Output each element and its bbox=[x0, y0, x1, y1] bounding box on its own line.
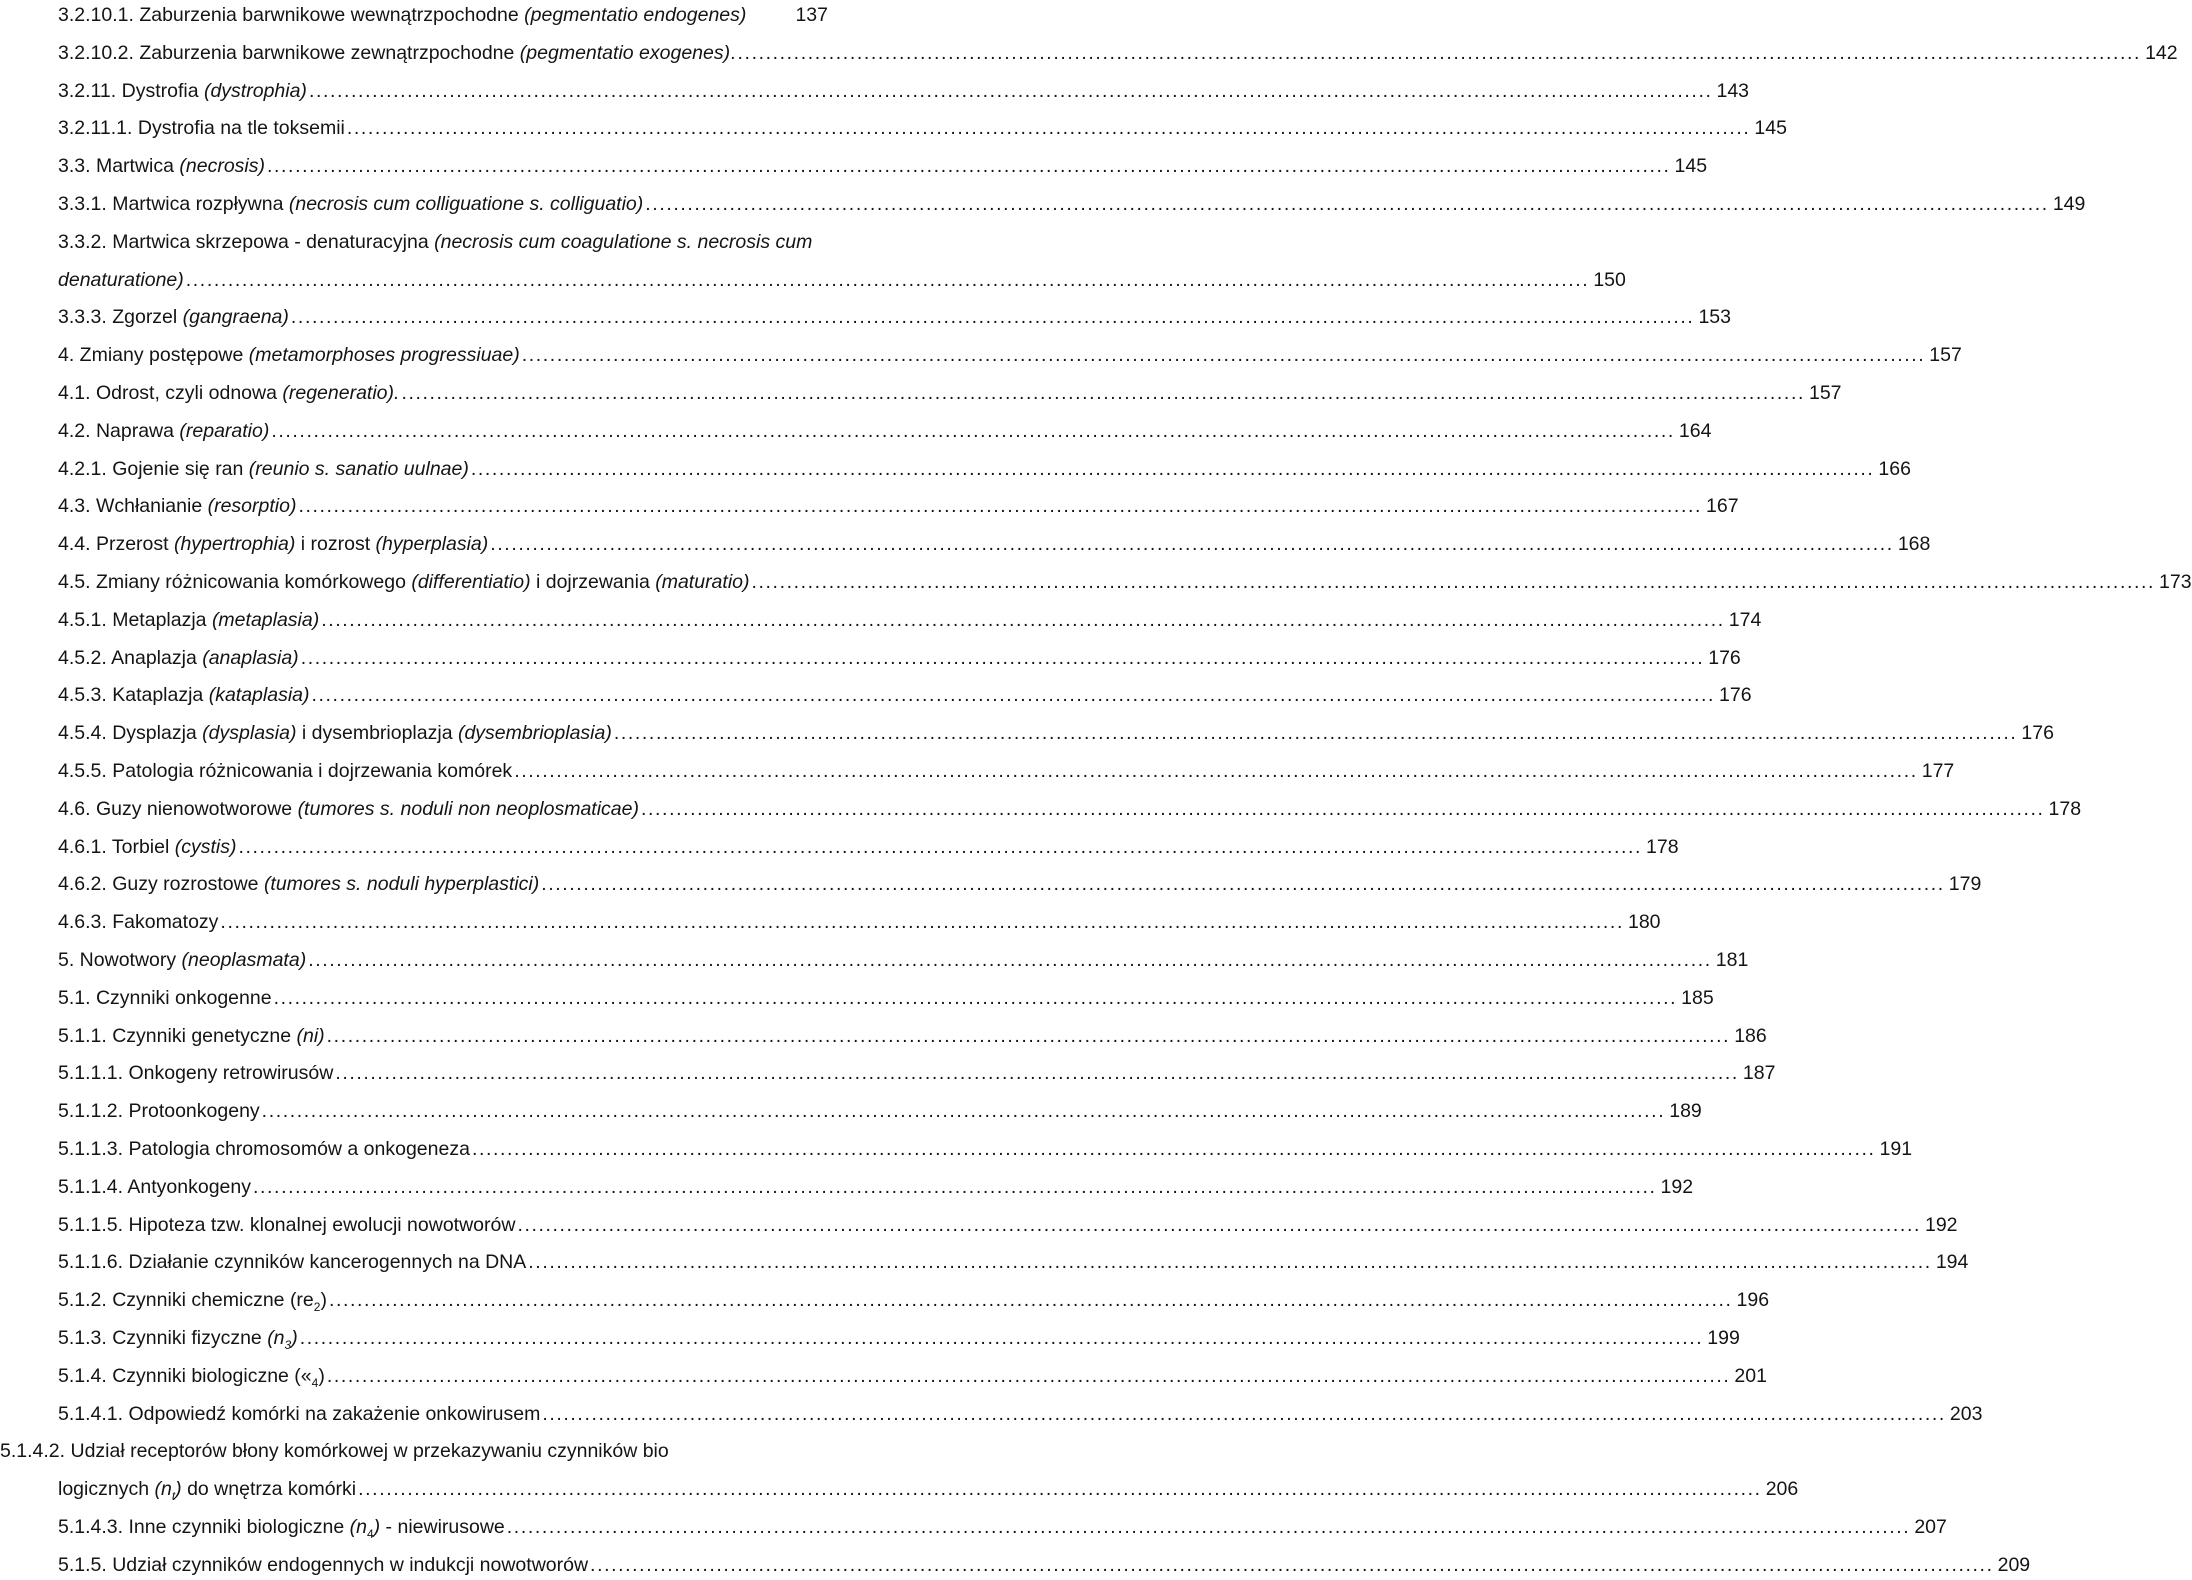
toc-entry bbox=[58, 1323, 1740, 1353]
toc-entry-title bbox=[58, 1285, 327, 1315]
title-segment: Protoonkogeny bbox=[123, 1100, 260, 1123]
page-number: 176 bbox=[2021, 722, 2054, 745]
page-number: 181 bbox=[1715, 949, 1749, 971]
section-number: 3.2.11. bbox=[58, 79, 117, 102]
title-segment: (necrosis cum colliguatione s. colliguatio) bbox=[288, 193, 644, 215]
page-number: 168 bbox=[1897, 533, 1931, 556]
title-segment: 3 bbox=[284, 1337, 292, 1352]
dot-leader: ........................................................................................................................................................................................................ bbox=[311, 684, 1716, 707]
toc-entry-title bbox=[58, 869, 539, 899]
page-number: 173 bbox=[2159, 571, 2192, 593]
dot-leader: ........................................................................................................................................................................................................ bbox=[401, 382, 1805, 404]
title-segment: ) bbox=[320, 1289, 327, 1312]
section-number: 5.1.1.2. bbox=[58, 1100, 124, 1123]
section-number: 4.5.5. bbox=[58, 760, 107, 782]
page-number: 192 bbox=[1660, 1175, 1694, 1198]
dot-leader: ........................................................................................................................................................................................................ bbox=[521, 344, 1926, 367]
section-number: 3.3.1. bbox=[58, 193, 107, 215]
title-segment: (necrosis) bbox=[179, 155, 265, 178]
toc-entry bbox=[58, 1474, 1799, 1504]
toc-entry-title bbox=[58, 1134, 470, 1164]
title-segment: Gojenie się ran bbox=[106, 457, 249, 480]
page-number: 201 bbox=[1734, 1364, 1767, 1387]
page-number: 186 bbox=[1734, 1024, 1767, 1047]
page-number: 157 bbox=[1808, 382, 1842, 404]
page-number: 192 bbox=[1924, 1213, 1958, 1236]
dot-leader: ........................................................................................................................................................................................................ bbox=[346, 117, 1751, 140]
page-number: 176 bbox=[1719, 684, 1752, 707]
title-segment: Zmiany różnicowania komórkowego bbox=[90, 571, 412, 593]
toc-entry-title bbox=[58, 0, 746, 30]
dot-leader: ........................................................................................................................................................................................................ bbox=[590, 1553, 1994, 1576]
section-number: 5.1.4.3. bbox=[58, 1516, 124, 1538]
title-segment: Odpowiedź komórki na zakażenie onkowirusem bbox=[123, 1402, 541, 1425]
section-number: 5.1.1. bbox=[58, 1024, 107, 1047]
title-segment: (reunio s. sanatio uulnae) bbox=[248, 457, 469, 480]
dot-leader: ........................................................................................................................................................................................................ bbox=[471, 1138, 1876, 1160]
section-number: 3.3.3. bbox=[58, 306, 107, 329]
title-segment: Hipoteza tzw. klonalnej ewolucji nowotworów bbox=[123, 1213, 516, 1236]
title-segment: (tumores s. noduli hyperplastici) bbox=[263, 873, 540, 896]
section-number: 5.1.1.6. bbox=[58, 1251, 124, 1274]
section-number: 5.1.3. bbox=[58, 1327, 107, 1349]
dot-leader: ........................................................................................................................................................................................................ bbox=[751, 571, 2156, 593]
title-segment: (tumores s. noduli non neoplosmaticae) bbox=[297, 797, 639, 820]
title-segment: (metaplasia) bbox=[211, 608, 320, 631]
title-segment: Martwica skrzepowa - denaturacyjna bbox=[106, 230, 435, 253]
dot-leader: ........................................................................................................................................................................................................ bbox=[273, 986, 1678, 1009]
title-segment: Czynniki onkogenne bbox=[90, 986, 272, 1009]
dot-leader: ........................................................................................................................................................................................................ bbox=[514, 760, 1918, 782]
toc-entry bbox=[58, 983, 1714, 1013]
toc-entry-title bbox=[58, 605, 319, 635]
toc-entry-title bbox=[58, 1247, 526, 1277]
title-segment: (pegmentatio endogenes) bbox=[524, 4, 747, 26]
title-segment: i dysembrioplazja bbox=[296, 722, 458, 745]
dot-leader: ........................................................................................................................................................................................................ bbox=[298, 495, 1702, 518]
toc-entry bbox=[58, 794, 2082, 824]
dot-leader: ........................................................................................................................................................................................................ bbox=[335, 1062, 1739, 1085]
title-segment: (reparatio) bbox=[179, 419, 270, 442]
section-number: 4. bbox=[58, 344, 75, 367]
page-number: 164 bbox=[1678, 419, 1712, 442]
toc-entry-title bbox=[58, 454, 469, 484]
dot-leader: ........................................................................................................................................................................................................ bbox=[490, 533, 1894, 556]
title-segment: (cystis) bbox=[174, 835, 237, 858]
toc-entry-title bbox=[58, 1512, 505, 1542]
section-number: 5.1.4.1. bbox=[58, 1402, 124, 1425]
title-segment: Nowotwory bbox=[74, 949, 182, 971]
title-segment: Zaburzenia barwnikowe zewnątrzpochodne bbox=[133, 41, 520, 64]
section-number: 4.4. bbox=[58, 533, 91, 556]
dot-leader: ........................................................................................................................................................................................................ bbox=[290, 306, 1695, 329]
toc-entry bbox=[0, 1436, 760, 1466]
toc-entry bbox=[58, 1361, 1767, 1391]
toc-entry-title bbox=[58, 945, 306, 975]
dot-leader: ........................................................................................................................................................................................................ bbox=[613, 722, 2018, 745]
title-segment: 4 bbox=[366, 1526, 374, 1541]
title-segment: Czynniki chemiczne (re bbox=[106, 1289, 314, 1312]
dot-leader: ........................................................................................................................................................................................................ bbox=[645, 193, 2049, 215]
toc-entry bbox=[58, 227, 903, 257]
title-segment: Inne czynniki biologiczne bbox=[123, 1516, 350, 1538]
toc-entry bbox=[58, 1247, 1969, 1277]
toc-entry-title bbox=[58, 227, 812, 257]
section-number: 4.1. bbox=[58, 382, 91, 404]
toc-entry bbox=[58, 832, 1679, 862]
dot-leader: ........................................................................................................................................................................................................ bbox=[261, 1100, 1666, 1123]
title-segment: ) bbox=[373, 1516, 381, 1538]
toc-entry bbox=[58, 1172, 1694, 1202]
page-number: 199 bbox=[1707, 1327, 1740, 1349]
dot-leader: ........................................................................................................................................................................................................ bbox=[737, 41, 2142, 64]
dot-leader: ........................................................................................................................................................................................................ bbox=[300, 646, 1705, 669]
section-number: 3.3. bbox=[58, 155, 91, 178]
section-number: 5.1.4.2. bbox=[0, 1440, 66, 1463]
toc-entry bbox=[58, 1058, 1776, 1088]
title-segment: logicznych bbox=[58, 1478, 155, 1501]
toc-entry-title bbox=[58, 491, 296, 521]
title-segment: Guzy nienowotworowe bbox=[90, 797, 298, 820]
page-number: 174 bbox=[1728, 608, 1762, 631]
page-number: 177 bbox=[1921, 760, 1955, 782]
toc-entry bbox=[58, 643, 1741, 673]
page-number: 179 bbox=[1948, 873, 1982, 896]
toc-entry bbox=[58, 605, 1762, 635]
toc-entry-title bbox=[58, 794, 639, 824]
title-segment: Udział receptorów błony komórkowej w przekazywaniu czynników bio bbox=[65, 1440, 669, 1463]
page-number: 209 bbox=[1997, 1553, 2031, 1576]
title-segment: Guzy rozrostowe bbox=[106, 873, 264, 896]
title-segment: Działanie czynników kancerogennych na DNA bbox=[123, 1251, 527, 1274]
title-segment: (n bbox=[349, 1516, 367, 1538]
section-number: 4.5.1. bbox=[58, 608, 107, 631]
title-segment: Czynniki biologiczne (« bbox=[106, 1364, 312, 1387]
toc-entry bbox=[58, 1096, 1702, 1126]
section-number: 3.2.10.2. bbox=[58, 41, 134, 64]
toc-entry bbox=[58, 869, 1982, 899]
toc-entry bbox=[58, 718, 2054, 748]
section-number: 3.2.10.1. bbox=[58, 4, 134, 26]
title-segment: Udział czynników endogennych w indukcji nowotworów bbox=[106, 1553, 589, 1576]
title-segment: ) bbox=[318, 1364, 325, 1387]
dot-leader: ........................................................................................................................................................................................................ bbox=[326, 1364, 1731, 1387]
dot-leader: ........................................................................................................................................................................................................ bbox=[185, 268, 1590, 291]
section-number: 4.6.1. bbox=[58, 835, 107, 858]
section-number: 5.1.1.1. bbox=[58, 1062, 124, 1085]
title-segment: Zgorzel bbox=[106, 306, 183, 329]
title-segment: Czynniki genetyczne bbox=[106, 1024, 297, 1047]
dot-leader: ........................................................................................................................................................................................................ bbox=[253, 1175, 1657, 1198]
title-segment: (dystrophia) bbox=[203, 79, 307, 102]
dot-leader: ........................................................................................................................................................................................................ bbox=[299, 1327, 1704, 1349]
section-number: 5.1.1.3. bbox=[58, 1138, 124, 1160]
title-segment: (n bbox=[267, 1327, 285, 1349]
toc-entry bbox=[58, 1210, 1958, 1240]
title-segment: (dysplasia) bbox=[202, 722, 297, 745]
title-segment: (kataplasia) bbox=[208, 684, 310, 707]
toc-entry bbox=[58, 454, 1911, 484]
section-number: 5.1.2. bbox=[58, 1289, 107, 1312]
page-number: 137 bbox=[795, 4, 828, 26]
dot-leader: ........................................................................................................................................................................................................ bbox=[220, 911, 1624, 934]
section-number: 3.3.2. bbox=[58, 230, 107, 253]
title-segment: (neoplasmata) bbox=[181, 949, 307, 971]
title-segment: (necrosis cum coagulatione s. necrosis cum bbox=[434, 230, 813, 253]
toc-entry bbox=[58, 529, 1931, 559]
toc-entry-title bbox=[58, 567, 750, 597]
title-segment: Torbiel bbox=[106, 835, 175, 858]
page-number: 153 bbox=[1698, 306, 1731, 329]
toc-entry bbox=[58, 340, 1962, 370]
toc-entry bbox=[58, 1134, 1913, 1164]
toc-entry bbox=[58, 567, 2192, 597]
dot-leader: ........................................................................................................................................................................................................ bbox=[506, 1516, 1911, 1538]
page-number: 167 bbox=[1706, 495, 1739, 518]
toc-entry-title bbox=[58, 340, 520, 370]
page-number: 166 bbox=[1878, 457, 1911, 480]
dot-leader: ........................................................................................................................................................................................................ bbox=[321, 608, 1725, 631]
toc-entry bbox=[58, 1285, 1770, 1315]
toc-entry bbox=[58, 1021, 1767, 1051]
title-segment: i rozrost bbox=[295, 533, 376, 556]
page-number: 207 bbox=[1914, 1516, 1947, 1538]
toc-entry bbox=[58, 756, 1955, 786]
toc-entry-title bbox=[58, 1550, 588, 1580]
title-segment: ) bbox=[291, 1327, 298, 1349]
toc-entry bbox=[58, 38, 2178, 68]
title-segment: Antyonkogeny bbox=[123, 1175, 251, 1198]
section-number: 4.6.3. bbox=[58, 911, 107, 934]
page-number: 189 bbox=[1669, 1100, 1702, 1123]
toc-entry-title bbox=[58, 1172, 251, 1202]
title-segment: Naprawa bbox=[90, 419, 180, 442]
dot-leader: ........................................................................................................................................................................................................ bbox=[308, 79, 1713, 102]
title-segment: ) bbox=[175, 1478, 182, 1501]
toc-entry bbox=[58, 907, 1661, 937]
section-number: 4.3. bbox=[58, 495, 91, 518]
toc-entry-title bbox=[58, 38, 736, 68]
dot-leader: ........................................................................................................................................................................................................ bbox=[528, 1251, 1932, 1274]
toc-entry-title bbox=[58, 416, 269, 446]
toc-entry-title bbox=[58, 1210, 515, 1240]
toc-entry-title bbox=[58, 151, 265, 181]
dot-leader: ........................................................................................................................................................................................................ bbox=[267, 155, 1671, 178]
toc-entry-title bbox=[58, 378, 399, 408]
toc-entry bbox=[58, 1399, 1983, 1429]
dot-leader: ........................................................................................................................................................................................................ bbox=[271, 419, 1675, 442]
toc-entry bbox=[58, 76, 1750, 106]
toc-entry-title bbox=[0, 1436, 669, 1466]
page-number: 150 bbox=[1593, 268, 1626, 291]
title-segment: Patologia różnicowania i dojrzewania komórek bbox=[106, 760, 513, 782]
toc-entry-title bbox=[58, 1474, 356, 1504]
dot-leader: ........................................................................................................................................................................................................ bbox=[328, 1289, 1733, 1312]
page-number: 145 bbox=[1674, 155, 1708, 178]
title-segment: Odrost, czyli odnowa bbox=[90, 382, 283, 404]
title-segment: (resorptio) bbox=[207, 495, 297, 518]
toc-entry bbox=[58, 265, 1626, 295]
title-segment: Martwica rozpływna bbox=[106, 193, 289, 215]
toc-entry-title bbox=[58, 265, 184, 295]
title-segment: - niewirusowe bbox=[380, 1516, 505, 1538]
title-segment: Czynniki fizyczne bbox=[106, 1327, 268, 1349]
dot-leader: ........................................................................................................................................................................................................ bbox=[308, 949, 1712, 971]
title-segment: Kataplazja bbox=[106, 684, 209, 707]
section-number: 5.1.5. bbox=[58, 1553, 107, 1576]
title-segment: Anaplazja bbox=[106, 646, 203, 669]
section-number: 4.2. bbox=[58, 419, 91, 442]
title-segment: Zmiany postępowe bbox=[74, 344, 249, 367]
toc-entry bbox=[58, 113, 1787, 143]
toc-entry-title bbox=[58, 1058, 333, 1088]
page-number: 157 bbox=[1929, 344, 1962, 367]
title-segment: Patologia chromosomów a onkogeneza bbox=[123, 1138, 470, 1160]
page-number: 180 bbox=[1627, 911, 1661, 934]
title-segment: i dojrzewania bbox=[530, 571, 656, 593]
title-segment: Zaburzenia barwnikowe wewnątrzpochodne bbox=[133, 4, 525, 26]
toc-entry bbox=[58, 945, 1749, 975]
title-segment: (maturatio) bbox=[655, 571, 750, 593]
dot-leader: ........................................................................................................................................................................................................ bbox=[470, 457, 1875, 480]
title-segment: Wchłanianie bbox=[90, 495, 208, 518]
title-segment: (metamorphoses progressiuae) bbox=[248, 344, 520, 367]
title-segment: (hypertrophia) bbox=[173, 533, 296, 556]
page-number: 206 bbox=[1765, 1478, 1799, 1501]
title-segment: (gangraena) bbox=[182, 306, 289, 329]
toc-entry-title bbox=[58, 529, 488, 559]
toc-entry bbox=[58, 189, 2086, 219]
page-number: 187 bbox=[1742, 1062, 1776, 1085]
toc-entry bbox=[58, 491, 1739, 521]
toc-entry-title bbox=[58, 189, 643, 219]
toc-entry-title bbox=[58, 1021, 325, 1051]
page-number: 178 bbox=[2048, 797, 2082, 820]
title-segment: Metaplazja bbox=[106, 608, 212, 631]
dot-leader: ........................................................................................................................................................................................................ bbox=[358, 1478, 1762, 1501]
title-segment: 4 bbox=[311, 1375, 319, 1390]
page-number: 191 bbox=[1879, 1138, 1913, 1160]
page-number: 176 bbox=[1708, 646, 1741, 669]
toc-entry-title bbox=[58, 718, 612, 748]
section-number: 4.5.4. bbox=[58, 722, 107, 745]
toc-entry-title bbox=[58, 1323, 298, 1353]
section-number: 5.1.1.4. bbox=[58, 1175, 124, 1198]
dot-leader: ........................................................................................................................................................................................................ bbox=[542, 1402, 1946, 1425]
dot-leader: ........................................................................................................................................................................................................ bbox=[326, 1024, 1731, 1047]
toc-entry-title bbox=[58, 907, 218, 937]
title-segment: (anaplasia) bbox=[202, 646, 299, 669]
page-number: 194 bbox=[1935, 1251, 1969, 1274]
title-segment: 2 bbox=[313, 1300, 321, 1315]
title-segment: Onkogeny retrowirusów bbox=[123, 1062, 334, 1085]
title-segment: (regeneratio). bbox=[282, 382, 400, 404]
section-number: 5. bbox=[58, 949, 75, 971]
title-segment: denaturatione) bbox=[58, 268, 184, 291]
toc-entry bbox=[58, 416, 1712, 446]
toc-entry-title bbox=[58, 302, 289, 332]
dot-leader: ........................................................................................................................................................................................................ bbox=[541, 873, 1945, 896]
title-segment: Dysplazja bbox=[106, 722, 203, 745]
section-number: 4.6.2. bbox=[58, 873, 107, 896]
toc-entry bbox=[58, 302, 1731, 332]
page-number: 196 bbox=[1736, 1289, 1770, 1312]
section-number: 5.1.4. bbox=[58, 1364, 107, 1387]
page-number: 145 bbox=[1754, 117, 1787, 140]
section-number: 4.2.1. bbox=[58, 457, 107, 480]
title-segment: (ni) bbox=[296, 1024, 325, 1047]
title-segment: (dysembrioplasia) bbox=[457, 722, 612, 745]
section-number: 5.1.1.5. bbox=[58, 1213, 124, 1236]
section-number: 4.5.2. bbox=[58, 646, 107, 669]
toc-entry-title bbox=[58, 832, 236, 862]
page-number: 203 bbox=[1949, 1402, 1983, 1425]
toc-entry-title bbox=[58, 76, 307, 106]
toc-entry bbox=[58, 1550, 2031, 1580]
title-segment: do wnętrza komórki bbox=[181, 1478, 357, 1501]
toc-entry-title bbox=[58, 113, 345, 143]
section-number: 5.1. bbox=[58, 986, 91, 1009]
page-number: 178 bbox=[1646, 835, 1679, 858]
title-segment: Martwica bbox=[90, 155, 180, 178]
dot-leader: ........................................................................................................................................................................................................ bbox=[517, 1213, 1921, 1236]
title-segment: t bbox=[171, 1489, 176, 1504]
dot-leader: ........................................................................................................................................................................................................ bbox=[641, 797, 2045, 820]
section-number: 4.6. bbox=[58, 797, 91, 820]
toc-entry bbox=[58, 151, 1708, 181]
toc-entry bbox=[58, 680, 1752, 710]
toc-entry-title bbox=[58, 643, 299, 673]
toc-entry-title bbox=[58, 1399, 540, 1429]
title-segment: Fakomatozy bbox=[106, 911, 219, 934]
toc-entry-title bbox=[58, 983, 272, 1013]
title-segment: (hyperplasia) bbox=[375, 533, 489, 556]
toc-entry bbox=[58, 378, 1842, 408]
section-number: 3.2.11.1. bbox=[58, 117, 133, 140]
title-segment: . bbox=[730, 41, 736, 64]
toc-entry-title bbox=[58, 680, 310, 710]
toc-entry-title bbox=[58, 1361, 325, 1391]
title-segment: (n bbox=[154, 1478, 172, 1501]
page-number: 185 bbox=[1681, 986, 1714, 1009]
dot-leader: ........................................................................................................................................................................................................ bbox=[238, 835, 1643, 858]
toc-entry-title bbox=[58, 1096, 260, 1126]
title-segment: (pegmentatio exogenes) bbox=[519, 41, 731, 64]
toc-entry-title bbox=[58, 756, 512, 786]
title-segment: Przerost bbox=[90, 533, 174, 556]
toc-entry bbox=[58, 0, 828, 30]
title-segment: Dystrofia bbox=[116, 79, 204, 102]
section-number: 4.5.3. bbox=[58, 684, 107, 707]
page-number: 149 bbox=[2052, 193, 2086, 215]
title-segment: Dystrofia na tle toksemii bbox=[132, 117, 345, 140]
page-number: 143 bbox=[1716, 79, 1750, 102]
section-number: 4.5. bbox=[58, 571, 91, 593]
title-segment: (differentiatio) bbox=[411, 571, 531, 593]
toc-entry bbox=[58, 1512, 1947, 1542]
page-number: 142 bbox=[2145, 41, 2178, 64]
